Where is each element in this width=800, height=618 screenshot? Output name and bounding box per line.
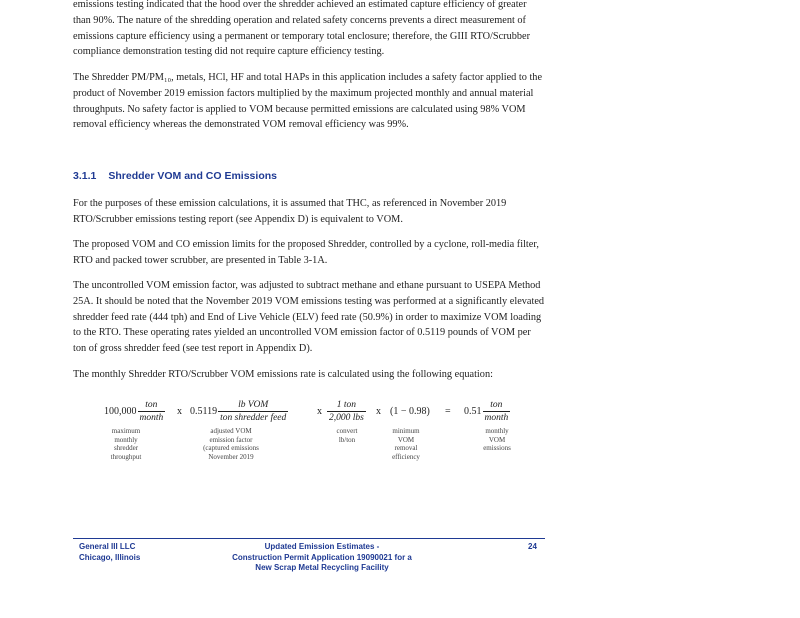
conversion-den: 2,000 lbs xyxy=(329,412,364,423)
paragraph-equation-intro: The monthly Shredder RTO/Scrubber VOM emissions rate is calculated using the following equation: xyxy=(73,369,493,380)
throughput-value: 100,000 xyxy=(104,405,137,417)
footer-company: General III LLC xyxy=(79,542,136,551)
conversion-num: 1 ton xyxy=(336,399,357,410)
emission-factor-units xyxy=(218,399,288,424)
result-units xyxy=(483,399,511,424)
vom-equation xyxy=(104,393,554,429)
paragraph-capture-efficiency: emissions testing indicated that the hood over the shredder achieved an estimated capture efficiency of greater than 90%. The nature of the shredding operation and related safety concerns prevents a direct measurement of emissions capture efficiency using a permanent or temporary total enclosure; therefore, the GIII RTO/Scrubber compliance demonstration testing did not require capture efficiency testing. xyxy=(73,0,531,58)
equation-term-result xyxy=(464,393,510,429)
equals-operator: = xyxy=(445,405,451,417)
footer-document-title xyxy=(200,542,444,574)
emission-factor-value: 0.5119 xyxy=(190,405,218,417)
times-operator-2: x xyxy=(317,405,322,417)
label-convert: convert lb/ton xyxy=(336,427,358,444)
label-removal-efficiency: minimum VOM removal efficiency xyxy=(392,427,420,461)
throughput-unit-den: month xyxy=(139,412,164,423)
footer-company-block xyxy=(79,542,140,563)
emission-factor-unit-num: lb VOM xyxy=(238,399,269,410)
paragraph-emission-limits: The proposed VOM and CO emission limits for the proposed Shredder, controlled by a cyclone, roll-media filter, RTO and packed tower scrubber, are presented in Table 3-1A. xyxy=(73,239,539,266)
footer-divider xyxy=(73,538,545,539)
equation-term-emission-factor xyxy=(190,393,288,429)
paragraph-safety-factor: The Shredder PM/PM₁₀, metals, HCl, HF and total HAPs in this application includes a safety factor applied to the product of November 2019 emission factors multiplied by the maximum projected monthly and annual material throughputs. No safety factor is applied to VOM because permitted emissions are calculated using 98% VOM removal efficiency whereas the demonstrated VOM removal efficiency was 99%. xyxy=(73,72,543,131)
throughput-units xyxy=(138,399,166,424)
result-value: 0.51 xyxy=(464,405,482,417)
equation-term-throughput xyxy=(104,393,165,429)
equation-term-conversion xyxy=(326,393,366,429)
paragraph-emission-factor: The uncontrolled VOM emission factor, was adjusted to subtract methane and ethane pursuant to USEPA Method 25A. It should be noted that the November 2019 VOM emissions testing was performed at a significantly elevated shredder feed rate (444 tph) and End of Live Vehicle (ELV) feed rate (50.9%) in order to maximize VOM loading to the RTO. These operating rates yielded an uncontrolled VOM emission factor of 0.5119 pounds of VOM per ton of gross shredder feed (see test report in Appendix D). xyxy=(73,280,545,355)
footer-location: Chicago, Illinois xyxy=(79,552,141,562)
section-heading xyxy=(73,170,277,182)
footer-doc-line-2: Construction Permit Application 19090021 for a xyxy=(232,552,412,562)
result-unit-num: ton xyxy=(490,399,503,410)
section-number: 3.1.1 xyxy=(73,170,97,182)
conversion-fraction xyxy=(327,399,366,424)
emission-factor-unit-den: ton shredder feed xyxy=(220,412,287,423)
label-monthly-emissions: monthly VOM emissions xyxy=(483,427,511,453)
page-number: 24 xyxy=(528,542,537,551)
section-title: Shredder VOM and CO Emissions xyxy=(108,170,277,182)
footer-doc-line-1: Updated Emission Estimates - xyxy=(264,542,380,551)
label-emission-factor: adjusted VOM emission factor (captured emissions November 2019 xyxy=(203,427,259,461)
times-operator-1: x xyxy=(177,405,182,417)
result-unit-den: month xyxy=(484,412,509,423)
footer-doc-line-3: New Scrap Metal Recycling Facility xyxy=(255,563,389,572)
equation-term-removal: (1 − 0.98) xyxy=(390,405,430,417)
times-operator-3: x xyxy=(376,405,381,417)
equation-labels xyxy=(0,427,800,467)
throughput-unit-num: ton xyxy=(145,399,158,410)
paragraph-thc-assumption: For the purposes of these emission calculations, it is assumed that THC, as referenced in November 2019 RTO/Scrubber emissions testing report (see Appendix D) is equivalent to VOM. xyxy=(73,198,507,225)
label-max-throughput: maximum monthly shredder throughput xyxy=(110,427,142,461)
